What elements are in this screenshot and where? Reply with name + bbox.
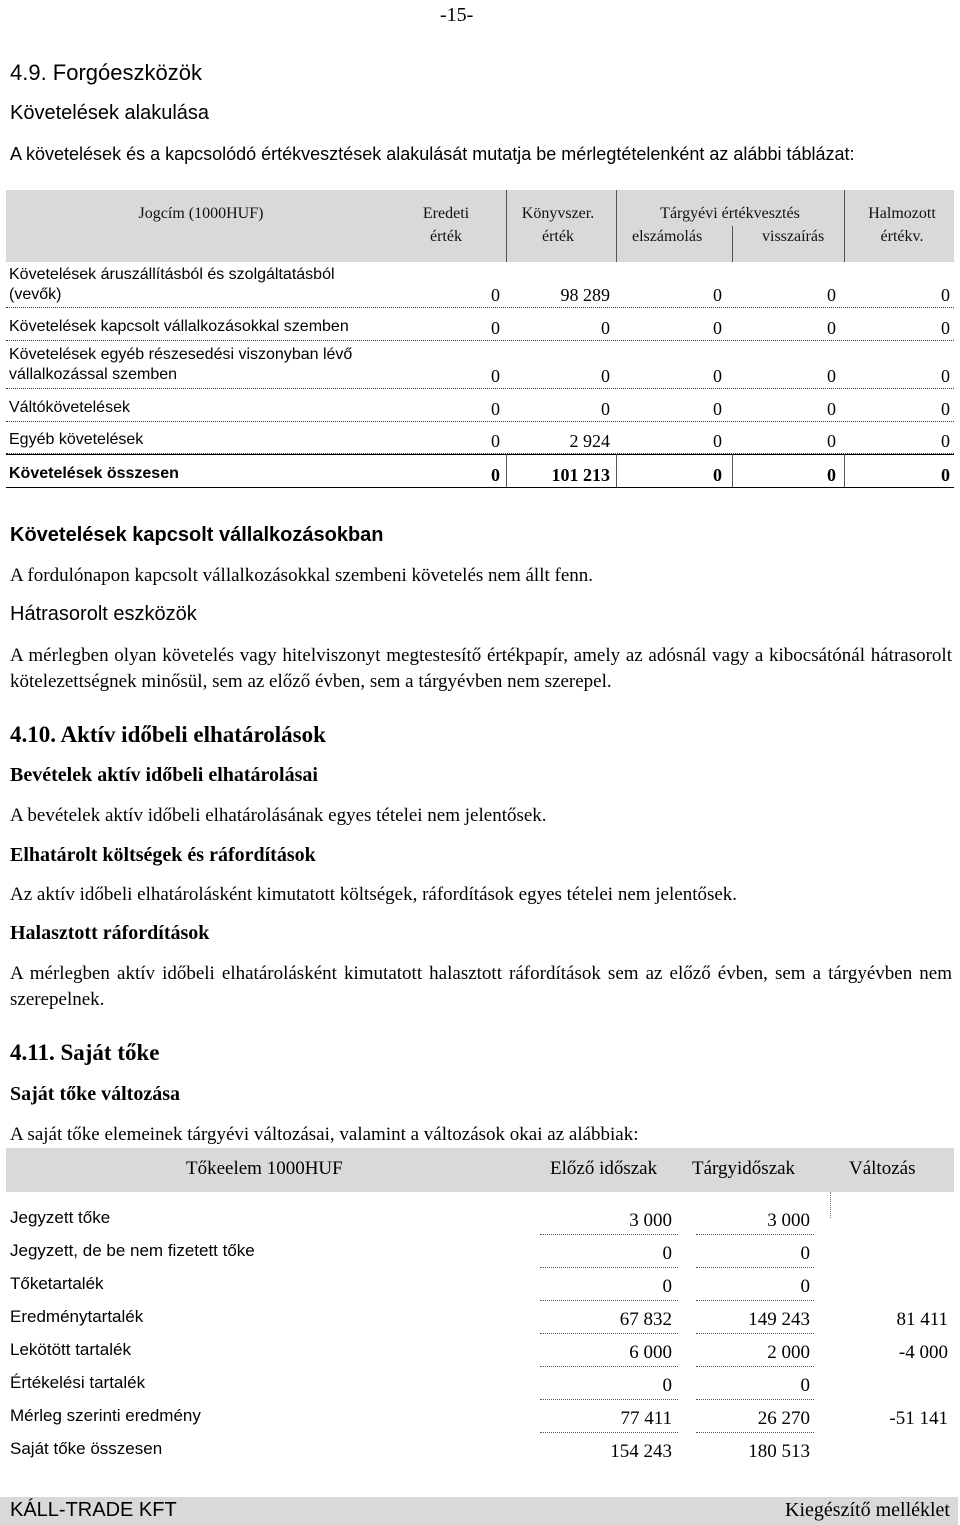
cell-prev: 154 243: [610, 1441, 672, 1462]
cell-underline: [696, 1373, 814, 1400]
cell-underline: [696, 1208, 814, 1235]
cell-prev: 0: [662, 1276, 672, 1297]
row-label: Saját tőke összesen: [10, 1439, 163, 1458]
header-divider: [506, 190, 507, 262]
header-eredeti-line2: érték: [430, 228, 462, 245]
header-halmozott: [852, 202, 952, 248]
row-label-line2: (vevők): [9, 286, 62, 303]
cell-eredeti: 0: [491, 465, 500, 485]
header-eredeti: [406, 202, 486, 248]
cell-visszairas: 0: [827, 285, 836, 305]
cell-elszamolas: 0: [713, 318, 722, 338]
total-divider: [732, 454, 733, 487]
costs-subheading: Elhatárolt költségek és ráfordítások: [10, 844, 316, 866]
cell-halmozott: 0: [941, 285, 950, 305]
cell-curr: 0: [800, 1243, 810, 1264]
deferred-text: A mérlegben aktív időbeli elhatárolásként kimutatott halasztott ráfordítások sem az előző évben, sem a tárgyévben nem szerepelnek.: [10, 963, 952, 1010]
cell-visszairas: 0: [827, 399, 836, 419]
related-receivables-subheading: Követelések kapcsolt vállalkozásokban: [10, 524, 384, 546]
cell-prev: 3 000: [629, 1210, 672, 1231]
header-konyv-line2: érték: [542, 228, 574, 245]
footer-company: KÁLL-TRADE KFT: [10, 1499, 177, 1521]
cell-underline: [540, 1208, 678, 1235]
cell-underline: [696, 1340, 814, 1367]
table-row: [6, 1235, 954, 1268]
table-row: [6, 422, 954, 454]
costs-text: Az aktív időbeli elhatárolásként kimutatott költségek, ráfordítások egyes tételei nem jelentősek.: [10, 884, 738, 905]
cell-halmozott: 0: [941, 318, 950, 338]
row-label: Tőketartalék: [10, 1274, 104, 1293]
section-4-11-heading: 4.11. Saját tőke: [10, 1040, 160, 1065]
row-label: Követelések kapcsolt vállalkozásokkal szemben: [9, 318, 349, 335]
cell-underline: [696, 1307, 814, 1334]
table-row: [6, 1400, 954, 1433]
equity-table-header: [6, 1148, 954, 1192]
cell-eredeti: 0: [491, 318, 500, 338]
cell-curr: 0: [800, 1375, 810, 1396]
cell-konyvszer: 101 213: [551, 465, 610, 485]
row-label: Jegyzett, de be nem fizetett tőke: [10, 1241, 255, 1260]
section-4-10-heading: 4.10. Aktív időbeli elhatárolások: [10, 722, 326, 747]
total-divider: [616, 454, 617, 487]
section-4-9-heading: 4.9. Forgóeszközök: [10, 60, 202, 85]
cell-underline: [696, 1274, 814, 1301]
receivables-subheading: Követelések alakulása: [10, 102, 210, 124]
row-label: [9, 345, 352, 385]
table-row: [6, 1334, 954, 1367]
table-row: [6, 1268, 954, 1301]
row-label: Váltókövetelések: [9, 399, 130, 416]
cell-curr: 2 000: [767, 1342, 810, 1363]
cell-elszamolas: 0: [713, 285, 722, 305]
header-prev: Előző időszak: [550, 1158, 658, 1179]
header-konyv-line1: Könyvszer.: [521, 205, 595, 222]
equity-change-subheading: Saját tőke változása: [10, 1083, 180, 1105]
cell-visszairas: 0: [827, 465, 836, 485]
header-divider: [732, 226, 733, 262]
receivables-table-header: [6, 190, 954, 262]
cell-halmozott: 0: [941, 465, 950, 485]
table-row: [6, 1367, 954, 1400]
cell-underline: [540, 1241, 678, 1268]
cell-eredeti: 0: [491, 431, 500, 451]
cell-konyvszer: 0: [601, 366, 610, 386]
cell-prev: 0: [662, 1375, 672, 1396]
cell-prev: 77 411: [620, 1408, 672, 1429]
cell-konyvszer: 0: [601, 318, 610, 338]
footer-doc-type: Kiegészítő melléklet: [785, 1499, 950, 1521]
cell-visszairas: 0: [827, 318, 836, 338]
row-label: Lekötött tartalék: [10, 1340, 131, 1359]
cell-eredeti: 0: [491, 366, 500, 386]
cell-underline: [540, 1373, 678, 1400]
table-row: [6, 262, 954, 308]
table-row: [6, 389, 954, 422]
cell-halmozott: 0: [941, 366, 950, 386]
total-divider: [506, 454, 507, 487]
header-halm-line1: Halmozott: [868, 205, 936, 222]
header-targyevi-label: Tárgyévi értékvesztés: [660, 205, 800, 222]
row-label-line2: vállalkozással szemben: [9, 366, 178, 383]
cell-underline: [696, 1241, 814, 1268]
cell-prev: 0: [662, 1243, 672, 1264]
cell-underline: [540, 1274, 678, 1301]
cell-curr: 26 270: [757, 1408, 810, 1429]
cell-elszamolas: 0: [713, 366, 722, 386]
row-label: Egyéb követelések: [9, 431, 144, 448]
page-number: -15-: [440, 4, 474, 26]
header-targyevi: [618, 202, 842, 248]
header-change: Változás: [849, 1158, 916, 1179]
cell-underline: [540, 1340, 678, 1367]
cell-konyvszer: 98 289: [560, 285, 610, 305]
cell-change: -4 000: [898, 1342, 948, 1363]
header-halm-line2: értékv.: [880, 228, 924, 245]
cell-halmozott: 0: [941, 431, 950, 451]
table-row: [6, 1202, 954, 1235]
income-accrual-subheading: Bevételek aktív időbeli elhatárolásai: [10, 764, 318, 786]
header-divider: [844, 190, 845, 262]
cell-eredeti: 0: [491, 285, 500, 305]
header-divider: [616, 190, 617, 262]
row-label-line1: Követelések áruszállításból és szolgáltatásból: [9, 266, 335, 283]
row-label: Értékelési tartalék: [10, 1373, 146, 1392]
cell-curr: 180 513: [748, 1441, 810, 1462]
cell-curr: 149 243: [748, 1309, 810, 1330]
header-konyvszer: [508, 202, 608, 248]
cell-visszairas: 0: [827, 366, 836, 386]
cell-eredeti: 0: [491, 399, 500, 419]
cell-elszamolas: 0: [713, 431, 722, 451]
cell-konyvszer: 0: [601, 399, 610, 419]
receivables-intro: A követelések és a kapcsolódó értékvesztések alakulását mutatja be mérlegtételenként az alábbi táblázat:: [10, 144, 855, 164]
page-footer: [0, 1497, 958, 1525]
cell-change: 81 411: [896, 1309, 948, 1330]
cell-halmozott: 0: [941, 399, 950, 419]
table-row-total: [6, 1433, 954, 1466]
cell-curr: 3 000: [767, 1210, 810, 1231]
cell-elszamolas: 0: [713, 399, 722, 419]
header-jogcim: Jogcím (1000HUF): [138, 205, 264, 222]
subordinated-text: A mérlegben olyan követelés vagy hitelviszonyt megtestesítő értékpapír, amely az adósnál vagy a kibocsátónál hátrasorolt kötelezettségnek minősül, sem az előző évben, sem a tárgyévben nem szerepel.: [10, 645, 952, 692]
total-divider: [844, 454, 845, 487]
cell-change: -51 141: [889, 1408, 948, 1429]
row-label: Jegyzett tőke: [10, 1208, 111, 1227]
cell-underline: [540, 1307, 678, 1334]
header-elszamolas: elszámolás: [632, 228, 703, 245]
table-row: [6, 1301, 954, 1334]
cell-konyvszer: 2 924: [569, 431, 610, 451]
row-label-line1: Követelések egyéb részesedési viszonyban lévő: [9, 346, 353, 363]
cell-visszairas: 0: [827, 431, 836, 451]
equity-intro: A saját tőke elemeinek tárgyévi változásai, valamint a változások okai az alábbiak:: [10, 1124, 639, 1145]
cell-elszamolas: 0: [713, 465, 722, 485]
related-receivables-text: A fordulónapon kapcsolt vállalkozásokkal szembeni követelés nem állt fenn.: [10, 565, 594, 586]
cell-curr: 0: [800, 1276, 810, 1297]
table-row-total: [6, 454, 954, 488]
table-row: [6, 341, 954, 389]
deferred-subheading: Halasztott ráfordítások: [10, 922, 210, 944]
income-accrual-text: A bevételek aktív időbeli elhatárolásának egyes tételei nem jelentősek.: [10, 805, 547, 826]
row-label: [9, 265, 335, 305]
row-label: Mérleg szerinti eredmény: [10, 1406, 201, 1425]
table-row: [6, 308, 954, 341]
row-label: Eredménytartalék: [10, 1307, 144, 1326]
equity-rows: [6, 1202, 954, 1472]
subordinated-subheading: Hátrasorolt eszközök: [10, 603, 197, 625]
cell-prev: 67 832: [619, 1309, 672, 1330]
header-curr: Tárgyidőszak: [692, 1158, 796, 1179]
header-item: Tőkeelem 1000HUF: [186, 1158, 343, 1179]
row-label: Követelések összesen: [9, 465, 179, 482]
cell-prev: 6 000: [629, 1342, 672, 1363]
cell-underline: [540, 1406, 678, 1433]
cell-underline: [696, 1406, 814, 1433]
header-eredeti-line1: Eredeti: [422, 205, 470, 222]
header-visszairas: visszaírás: [762, 228, 825, 245]
